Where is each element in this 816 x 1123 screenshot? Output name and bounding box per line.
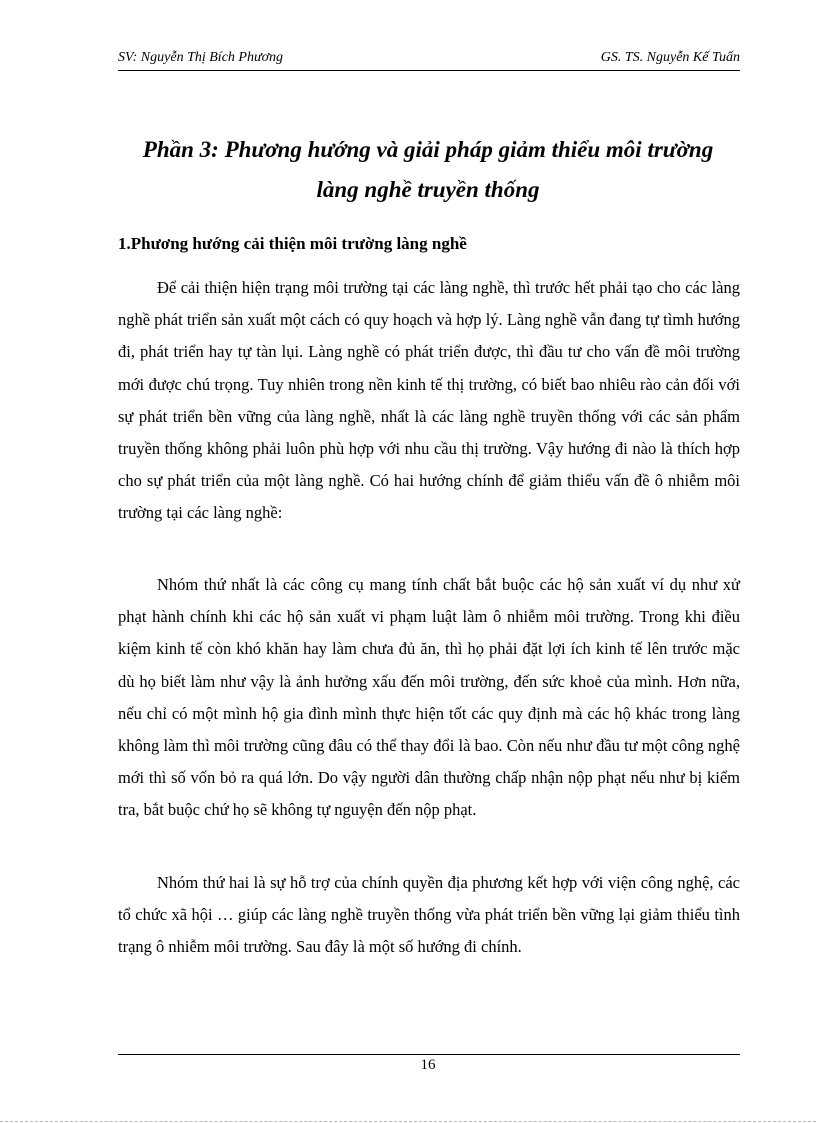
chapter-title-line-1: Phần 3: Phương hướng và giải pháp giảm thiểu môi trường xyxy=(142,137,714,162)
header-author: SV: Nguyễn Thị Bích Phương xyxy=(118,50,284,65)
page-number: 16 xyxy=(420,1057,436,1073)
footer-divider xyxy=(118,1054,740,1055)
chapter-title-line-2: làng nghề truyền thống xyxy=(316,177,540,202)
section-heading: 1.Phương hướng cải thiện môi trường làng nghề xyxy=(118,234,467,253)
page-bottom-border xyxy=(0,1121,816,1122)
page-header xyxy=(118,48,740,71)
chapter-title xyxy=(100,130,756,210)
paragraph-2: Nhóm thứ nhất là các công cụ mang tính chất bắt buộc các hộ sản xuất ví dụ như xử phạt hành chính khi các hộ sản xuất vi phạm luật làm ô nhiễm môi trường. Trong khi điều kiệm kinh tế còn khó khăn hay làm chưa đủ ăn, thì họ phải đặt lợi ích kinh tế lên trước mặc dù họ biết làm như vậy là ảnh hưởng xấu đến môi trường, đến sức khoẻ của mình. Hơn nữa, nếu chỉ có một mình hộ gia đình mình thực hiện tốt các quy định mà các hộ khác trong làng không làm thì môi trường cũng đâu có thể thay đổi là bao. Còn nếu như đầu tư một công nghệ mới thì số vốn bỏ ra quá lớn. Do vậy người dân thường chấp nhận nộp phạt nếu như bị kiểm tra, bắt buộc chứ họ sẽ không tự nguyện đến nộp phạt. xyxy=(118,575,740,820)
paragraph-3: Nhóm thứ hai là sự hỗ trợ của chính quyền địa phương kết hợp với viện công nghệ, các tổ chức xã hội … giúp các làng nghề truyền thống vừa phát triển bền vững lại giảm thiểu tình trạng ô nhiễm môi trường. Sau đây là một số hướng đi chính. xyxy=(118,873,740,957)
paragraph-1: Để cải thiện hiện trạng môi trường tại các làng nghề, thì trước hết phải tạo cho các làng nghề phát triển sản xuất một cách có quy hoạch và hợp lý. Làng nghề vẫn đang tự tìmh hướng đi, phát triển hay tự tàn lụi. Làng nghề có phát triển được, thì đầu tư cho vấn đề môi trường mới được chú trọng. Tuy nhiên trong nền kinh tế thị trường, có biết bao nhiêu rào cản đối với sự phát triển bền vững của làng nghề, nhất là các làng nghề truyền thống với các sản phẩm truyền thống không phải luôn phù hợp với nhu cầu thị trường. Vậy hướng đi nào là thích hợp cho sự phát triển của một làng nghề. Có hai hướng chính để giảm thiểu vấn đề ô nhiễm môi trường tại các làng nghề: xyxy=(118,278,740,523)
header-supervisor: GS. TS. Nguyễn Kế Tuấn xyxy=(600,50,740,65)
